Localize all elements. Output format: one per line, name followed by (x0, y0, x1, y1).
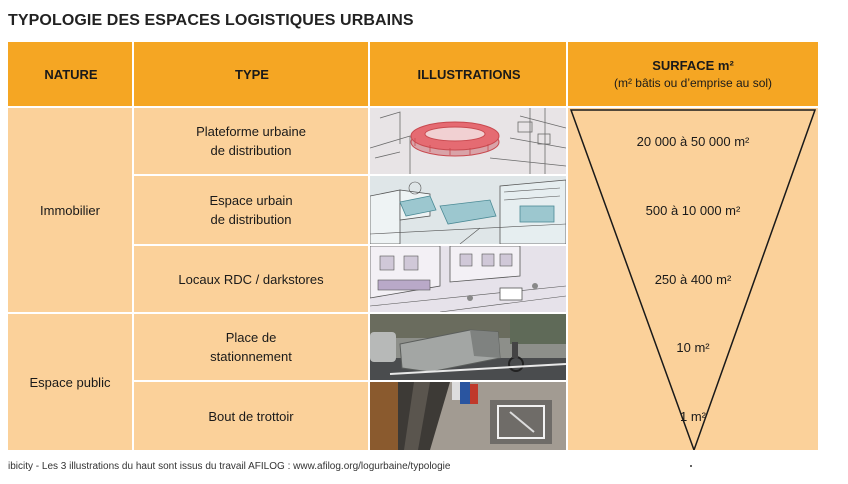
type-cell (134, 314, 368, 380)
type-cell (134, 246, 368, 312)
surface-value: 10 m² (676, 339, 710, 355)
street-shops-illustration (370, 246, 566, 312)
nature-immobilier: Immobilier (8, 108, 132, 312)
urban-platform-illustration (370, 108, 566, 174)
column-divider (368, 42, 370, 450)
surface-value: 1 m² (680, 408, 706, 424)
row-divider (134, 244, 566, 246)
type-cell (134, 382, 368, 450)
row-divider (8, 312, 566, 314)
header-illustrations: ILLUSTRATIONS (370, 42, 568, 106)
row-divider (134, 380, 566, 382)
surface-value: 20 000 à 50 000 m² (636, 133, 750, 149)
column-divider (132, 42, 134, 450)
type-line: Espace urbain (209, 193, 293, 208)
type-line: Bout de trottoir (208, 408, 294, 424)
surface-value: 250 à 400 m² (654, 271, 732, 287)
column-divider (566, 42, 568, 450)
footer-credit: ibicity - Les 3 illustrations du haut sont issus du travail AFILOG : www.afilog.org/logurbaine/typologie (8, 461, 451, 472)
header-type: TYPE (134, 42, 370, 106)
page-title: TYPOLOGIE DES ESPACES LOGISTIQUES URBAINS (8, 12, 414, 29)
header-nature: NATURE (8, 42, 134, 106)
type-line: Plateforme urbaine (196, 124, 306, 139)
type-line: Locaux RDC / darkstores (178, 271, 324, 287)
header-surface (568, 42, 818, 106)
type-line: stationnement (210, 349, 292, 364)
sidewalk-photo (370, 382, 566, 450)
row-divider (134, 174, 566, 176)
surface-value: 500 à 10 000 m² (645, 202, 741, 218)
urban-space-illustration (370, 176, 566, 244)
parking-photo (370, 314, 566, 380)
type-cell (134, 176, 368, 244)
type-line: de distribution (210, 143, 292, 158)
header-surface-subtitle: (m² bâtis ou d’emprise au sol) (613, 76, 773, 90)
type-line: Place de (225, 330, 277, 345)
type-cell (134, 108, 368, 174)
footer-dot (690, 465, 692, 467)
typology-table (8, 42, 818, 450)
type-line: de distribution (210, 212, 292, 227)
header-surface-title: SURFACE m² (652, 58, 734, 73)
row-divider (8, 106, 818, 108)
nature-espace-public: Espace public (8, 314, 132, 450)
